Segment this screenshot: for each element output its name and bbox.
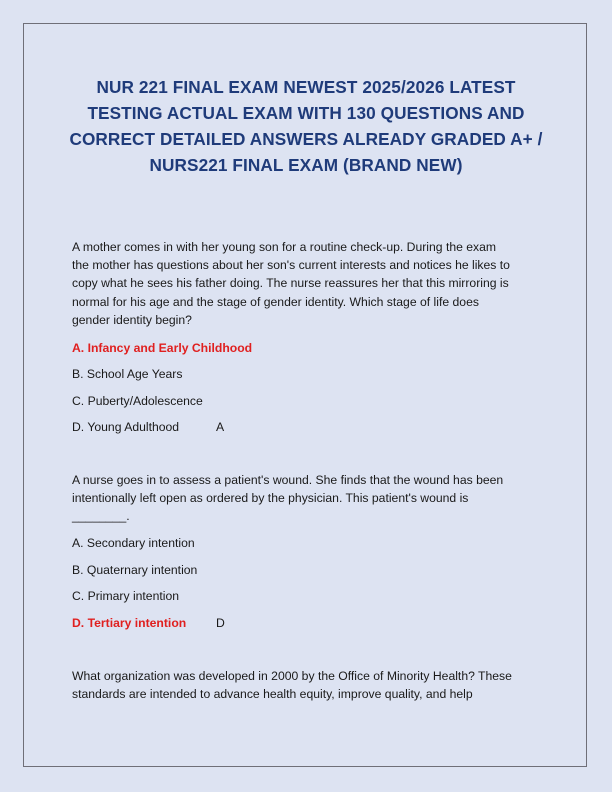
title-line: TESTING ACTUAL EXAM WITH 130 QUESTIONS AND <box>87 103 525 123</box>
question-1-option-c: C. Puberty/Adolescence <box>72 394 203 408</box>
title-line: CORRECT DETAILED ANSWERS ALREADY GRADED A+ / <box>69 129 543 149</box>
question-2-answer-key: D <box>216 616 225 630</box>
question-1-option-a-correct: A. Infancy and Early Childhood <box>72 341 253 355</box>
question-text-line: ________. <box>72 509 130 524</box>
question-text-line: A mother comes in with her young son for a routine check-up. During the exam <box>72 240 497 254</box>
question-1-option-d: D. Young Adulthood <box>72 420 180 434</box>
question-text-line: intentionally left open as ordered by the physician. This patient's wound is <box>72 491 469 506</box>
question-2-option-a: A. Secondary intention <box>72 536 195 550</box>
question-2-option-d-correct: D. Tertiary intention <box>72 616 187 630</box>
question-text-line: A nurse goes in to assess a patient's wound. She finds that the wound has been <box>72 473 504 487</box>
question-1-option-b: B. School Age Years <box>72 367 183 381</box>
title-line: NUR 221 FINAL EXAM NEWEST 2025/2026 LATEST <box>96 77 516 97</box>
document-title <box>60 74 552 178</box>
question-1-text <box>72 238 544 329</box>
question-3-text <box>72 667 544 703</box>
question-2-option-c: C. Primary intention <box>72 589 180 603</box>
question-2-text <box>72 471 544 526</box>
question-text-line: standards are intended to advance health equity, improve quality, and help <box>72 687 473 702</box>
question-text-line: gender identity begin? <box>72 312 192 327</box>
question-text-line: What organization was developed in 2000 by the Office of Minority Health? These <box>72 669 512 683</box>
question-1-answer-key: A <box>216 420 225 434</box>
question-text-line: copy what he sees his father doing. The nurse reassures her that this mirroring is <box>72 276 509 291</box>
question-text-line: the mother has questions about her son's current interests and notices he likes to <box>72 258 510 273</box>
question-2-option-b: B. Quaternary intention <box>72 563 198 577</box>
title-line: NURS221 FINAL EXAM (BRAND NEW) <box>149 155 463 175</box>
question-text-line: normal for his age and the stage of gender identity. Which stage of life does <box>72 294 479 309</box>
